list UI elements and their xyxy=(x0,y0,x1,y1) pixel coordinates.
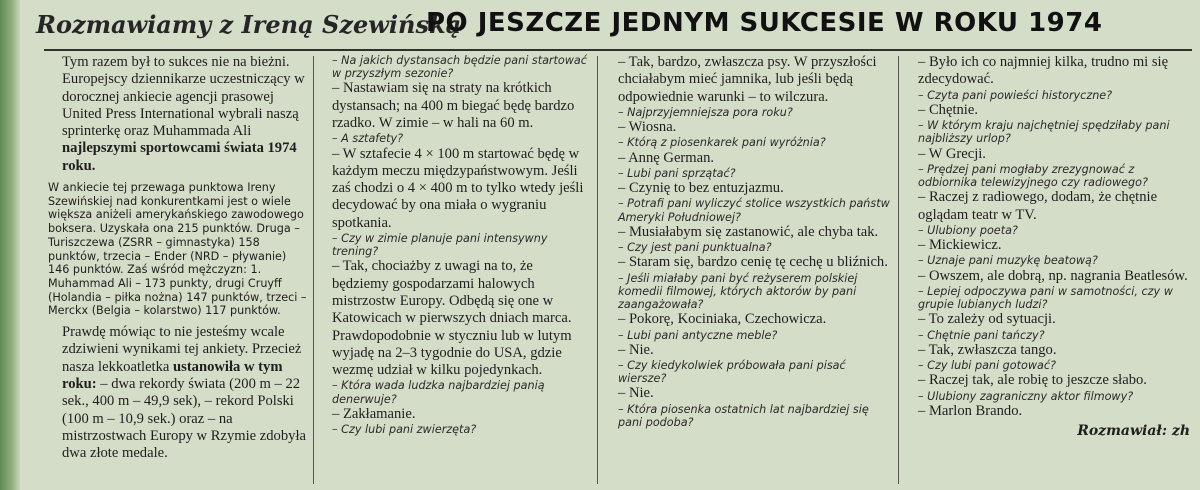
question: – Jeśli miałaby pani być reżyserem polskiej komedii filmowej, których aktorów by pani zaangażowała? xyxy=(618,271,858,311)
column-4 xyxy=(904,54,1190,484)
question: – Na jakich dystansach będzie pani startować w przyszłym sezonie? xyxy=(332,54,587,81)
column-divider xyxy=(313,56,314,484)
answer: – Było ich co najmniej kilka, trudno mi się zdecydować. xyxy=(918,54,1169,88)
column-1 xyxy=(48,54,310,484)
answer: – W Grecji. xyxy=(918,145,986,162)
question: – Chętnie pani tańczy? xyxy=(918,328,1045,342)
question: – Którą z piosenkarek pani wyróżnia? xyxy=(618,136,826,150)
question: – A sztafety? xyxy=(332,132,404,146)
column-2 xyxy=(318,54,590,484)
question: – Czy jest pani punktualna? xyxy=(618,241,772,255)
question: – Ulubiony zagraniczny aktor filmowy? xyxy=(918,389,1134,403)
question: – Najprzyjemniejsza pora roku? xyxy=(618,105,793,119)
header-rule xyxy=(44,49,1192,51)
question: – Czyta pani powieści historyczne? xyxy=(918,88,1113,102)
question: – Lubi pani sprzątać? xyxy=(618,166,736,180)
answer: – Nie. xyxy=(618,385,654,402)
answer: – Wiosna. xyxy=(618,119,677,136)
closing-paragraph: Prawdę mówiąc to nie jesteśmy wcale zdziwieni wynikami tej ankiety. Przecież nasza lekkoatletka ustanowiła w tym roku: – dwa rekordy świata (200 m – 22 sek., 400 m – 49,9 sek), – rekord Polski (100 m – 10,9 sek.) oraz – na mistrzostwach Europy w Rzymie zdobyła dwa złote medale. xyxy=(62,324,306,462)
header-intro: Rozmawiamy z Ireną Szewińską xyxy=(36,10,462,39)
question: – Lepiej odpoczywa pani w samotności, czy w grupie lubianych ludzi? xyxy=(918,284,1173,311)
answer: – Marlon Brando. xyxy=(918,402,1023,419)
question: – Która piosenka ostatnich lat najbardziej się pani podoba? xyxy=(618,402,869,429)
article-title: PO JESZCZE JEDNYM SUKCESIE W ROKU 1974 xyxy=(426,8,1103,38)
byline: Rozmawiał: zh xyxy=(1077,423,1190,439)
page-edge-decoration xyxy=(0,0,20,490)
question: – Czy lubi pani gotować? xyxy=(918,359,1056,372)
answer: – Zakłamanie. xyxy=(332,405,416,422)
answer: – Annę German. xyxy=(618,149,715,166)
answer: – Nie. xyxy=(618,341,654,358)
answer: – Owszem, ale dobrą, np. nagrania Beatlesów. xyxy=(918,267,1188,284)
question: – Ulubiony poeta? xyxy=(918,223,1018,237)
question: – Lubi pani antyczne meble? xyxy=(618,328,778,342)
answer: – Nastawiam się na straty na krótkich dystansach; na 400 m biegać będę bardzo rzadko. W zimie – w hali na 60 m. xyxy=(332,80,575,131)
lead-bold: najlepszymi sportowcami świata 1974 roku. xyxy=(62,140,297,174)
answer: – Pokorę, Kociniaka, Czechowicza. xyxy=(618,311,827,328)
lead-paragraph: Tym razem był to sukces nie na bieżni. Europejscy dziennikarze uczestniczący w dorocznej ankiecie agencji prasowej United Press International wybrali naszą sprinterkę oraz Muhammada Ali najlepszymi sportowcami świata 1974 roku. xyxy=(62,54,305,174)
question: – Czy w zimie planuje pani intensywny trening? xyxy=(332,231,548,259)
answer: – Tak, zwłaszcza tango. xyxy=(918,341,1057,358)
ranking-paragraph: W ankiecie tej przewaga punktowa Ireny Szewińskiej nad konkurentkami jest o wiele większa aniżeli amerykańskiego zawodowego boksera. Uzyskała ona 215 punktów. Druga – Turiszczewa (ZSRR – gimnastyka) 158 punktów, trzecia – Ender (NRD – pływanie) 146 punktów. Zaś wśród mężczyzn: 1. Muhammad Ali – 173 punkty, drugi Cruyff (Holandia – piłka nożna) 147 punktów, trzeci – Merckx (Belgia – kolarstwo) 117 punktów. xyxy=(48,181,307,318)
question: – Potrafi pani wyliczyć stolice wszystkich państw Ameryki Południowej? xyxy=(618,197,890,224)
question: – Czy lubi pani zwierzęta? xyxy=(332,423,477,437)
answer: – Raczej z radiowego, dodam, że chętnie oglądam teatr w TV. xyxy=(918,189,1158,223)
question: – Uznaje pani muzykę beatową? xyxy=(918,254,1098,268)
answer: – Staram się, bardzo cenię tę cechę u bliźnich. xyxy=(618,254,888,271)
answer: – Tak, chociażby z uwagi na to, że będziemy gospodarzami halowych mistrzostw Europy. Odbędą się one w Katowicach w pierwszych dniach marca. Prawdopodobnie w styczniu lub w lutym wyjadę na 2–3 tygodnie do USA, gdzie wezmę udział w kilku pojedynkach. xyxy=(332,258,572,379)
answer: – Tak, bardzo, zwłaszcza psy. W przyszłości chciałabym mieć jamnika, lub jeśli będą odpowiednie warunki – to wilczura. xyxy=(618,54,877,105)
column-3 xyxy=(604,54,894,484)
question: – W którym kraju najchętniej spędziłaby pani najbliższy urlop? xyxy=(918,119,1170,146)
question: – Która wada ludzka najbardziej panią denerwuje? xyxy=(332,379,545,406)
article-header xyxy=(26,4,1196,48)
answer: – Musiałabym się zastanowić, ale chyba tak. xyxy=(618,223,879,240)
question: – Czy kiedykolwiek próbowała pani pisać wiersze? xyxy=(618,359,846,386)
column-divider xyxy=(597,56,598,484)
column-divider xyxy=(898,56,899,484)
answer: – Czynię to bez entuzjazmu. xyxy=(618,180,784,197)
question: – Prędzej pani mogłaby zrezygnować z odbiornika telewizyjnego czy radiowego? xyxy=(918,162,1148,189)
answer: – Raczej tak, ale robię to jeszcze słabo. xyxy=(918,372,1147,389)
closing-bold: ustanowiła w tym roku: xyxy=(62,358,283,392)
answer: – To zależy od sytuacji. xyxy=(918,311,1056,328)
answer: – Chętnie. xyxy=(918,101,978,118)
answer: – W sztafecie 4 × 100 m startować będę w każdym meczu międzypaństwowym. Jeśli zaś chodzi o 4 × 400 m to tylko wtedy jeśli decydować by ona miała o wygraniu spotkania. xyxy=(332,145,584,231)
answer: – Mickiewicz. xyxy=(918,237,1002,253)
